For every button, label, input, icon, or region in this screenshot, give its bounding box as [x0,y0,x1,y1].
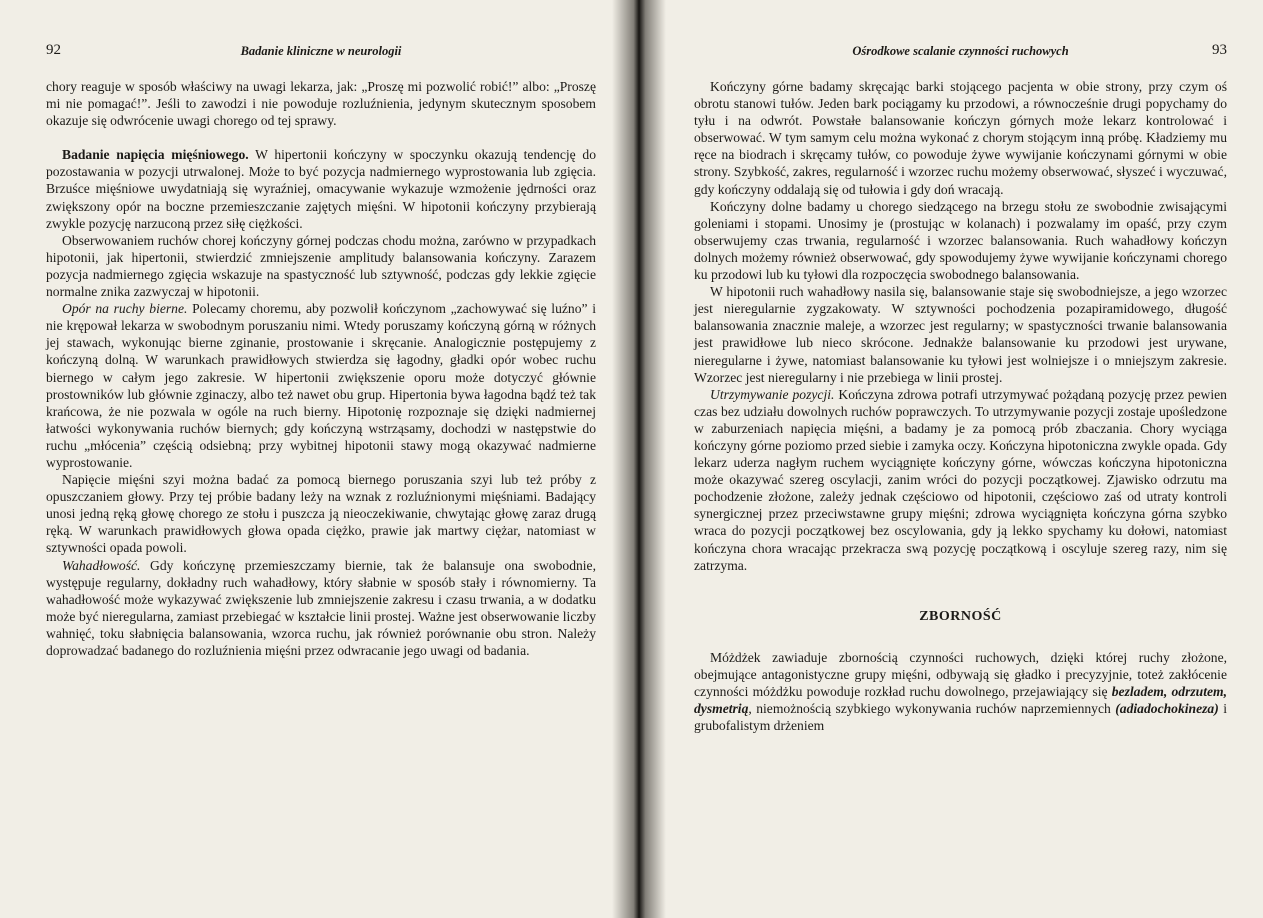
paragraph [46,146,596,231]
page-number: 92 [46,42,61,58]
paragraph: Napięcie mięśni szyi można badać za pomocą biernego poruszania szyi lub też próby z opuszczaniem głowy. Przy tej próbie badany leży na wznak z rozluźnionymi mięśniami. Badający unosi jedną ręką głowę chorego ze stołu i puszcza ją nieoczekiwanie, chwytając głowę zaraz drugą ręką. W warunkach prawidłowych głowa opada ciężko, prawie jak martwy ciężar, natomiast w sztywności opada powoli. [46,472,596,556]
body-text [46,78,596,659]
paragraph-text: i grubofalistym drżeniem [694,701,1227,734]
running-head [46,42,596,64]
paragraph-text: Gdy kończynę przemieszczamy biernie, tak że balansuje ona swobodnie, występuje regularny, dokładny ruch wahadłowy, który słabnie w sposób stały i równomierny. Ta wahadłowość może wykazywać zwiększenie lub zmniejszenie zakresu i czasu trwania, a w dodatku może być nieregularna, zamiast przebiegać w kształcie linii prostej. Ważne jest obserwowanie liczby wahnięć, toku słabnięcia balansowania, wzorca ruchu, jak również porównanie obu stron. Należy doprowadzać badanego do rozluźnienia mięśni przez odwracanie jego uwagi od badania. [46,557,596,658]
paragraph-text: W hipertonii kończyny w spoczynku okazują tendencję do pozostawania w pozycji utrwalonej. Może to być pozycja nadmiernego wyprostowania lub zgięcia. Brzuśce mięśniowe uwydatniają się wyraźniej, omacywanie wykazuje wzmożenie jędrności oraz zwiększony opór na boczne przemieszczanie zajętych mięśni. W hipotonii kończyny przybierają zwykle pozycję narzuconą przez siłę ciężkości. [46,147,596,231]
paragraph-text: Móżdżek zawiaduje zbornością czynności ruchowych, dzięki której ruchy złożone, obejmujące antagonistyczne grupy mięśni, odbywają się gładko i precyzyjnie, toteż zakłócenie czynności móżdżku powoduje rozkład ruchu dowolnego, przejawiający się [694,649,1227,699]
section-heading: ZBORNOŚĆ [919,608,1002,624]
right-page [632,0,1263,918]
page-number: 93 [1212,42,1227,58]
paragraph [46,300,596,471]
emphasized-term: (adiadochokineza) [1115,701,1219,717]
run-in-heading: Wahadłowość. [62,557,141,573]
body-text [694,78,1227,734]
paragraph: Kończyny górne badamy skręcając barki stojącego pacjenta w obie strony, przy czym oś obrotu stanowi tułów. Jeden bark pociągamy ku przodowi, a równocześnie drugi popychamy do tyłu i na odwrót. Powstałe balansowanie kończyn górnych może lekarz kontrolować i obserwować. W tym samym celu można wykonać z chorym stojącym inną próbę. Kładziemy mu ręce na biodrach i skręcamy tułów, co powoduje żywe wywijanie kończynami górnymi w obie strony. Szybkość, zakres, regularność i wzorzec ruchu możemy obserwować, słyszeć i wyczuwać, gdy kończyny oddalają się od tułowia i gdy doń wracają. [694,79,1227,197]
run-in-heading: Badanie napięcia mięśniowego. [62,147,249,163]
running-head [694,42,1227,64]
paragraph-text: Kończyna zdrowa potrafi utrzymywać pożądaną pozycję przez pewien czas bez udziału dowolnych ruchów poprawczych. To utrzymywanie pozycji zostaje upośledzone w zaburzeniach napięcia mięśni, a badamy je za pomocą prób zbaczania. Chory wyciąga kończyny górne poziomo przed siebie i zamyka oczy. Kończyna hipotoniczna zwykle opada. Gdy lekarz uderza nagłym ruchem wyciągnięte kończyny górne, wówczas kończyna hipotoniczna może okazywać szereg oscylacji, zanim wróci do pozycji początkowej. Zjawisko odrzutu ma pochodzenie złożone, zależy jednak częściowo od hipotonii, częściowo zaś od utraty kontroli synergicznej przez przeciwstawne grupy mięśni; zdrowa wyciągnięta kończyna górna szybko wraca do pozycji początkowej bez oscylowania, gdy ją lekko spychamy ku dołowi, natomiast kończyna chora wracając przekracza swą pozycję początkową i oscyluje szereg razy, nim się zatrzyma. [694,386,1227,573]
paragraph: chory reaguje w sposób właściwy na uwagi lekarza, jak: „Proszę mi pozwolić robić!” albo: „Proszę mi nie pomagać!”. Jeśli to zawodzi i nie powoduje rozluźnienia, jedynym skutecznym sposobem okazuje się odwrócenie uwagi chorego od tej sprawy. [46,79,596,129]
running-head-title: Ośrodkowe scalanie czynności ruchowych [852,44,1069,58]
paragraph: Obserwowaniem ruchów chorej kończyny górnej podczas chodu można, zarówno w przypadkach hipotonii, jak hipertonii, stwierdzić zmniejszenie amplitudy balansowania kończyny. Zarazem pozycja nadmiernego zgięcia wskazuje na spastyczność lub sztywność, podczas gdy lekkie zgięcie normalne znika zazwyczaj w hipotonii. [46,232,596,300]
run-in-heading: Utrzymywanie pozycji. [710,386,835,402]
paragraph [694,386,1227,574]
paragraph [694,649,1227,734]
paragraph [46,557,596,660]
emphasized-terms: bezladem, odrzutem, dysmetrią [694,684,1227,717]
run-in-heading: Opór na ruchy bierne. [62,301,188,317]
paragraph: W hipotonii ruch wahadłowy nasila się, balansowanie staje się swobodniejsze, a jego wzorzec jest nieregularnie zygzakowaty. W sztywności pochodzenia pozapiramidowego, długość balansowania znacznie maleje, a wzorzec jest regularny; w spastyczności trwanie balansowania jest prawidłowe lub nieco skrócone. Jednakże balansowanie ku przodowi jest urywane, nieregularne i żywe, natomiast balansowanie ku tyłowi jest wolniejsze i o mniejszym zakresie. Wzorzec jest nieregularny i nie przebiega w linii prostej. [694,284,1227,385]
book-gutter-shadow [612,0,666,918]
paragraph: Kończyny dolne badamy u chorego siedzącego na brzegu stołu ze swobodnie zwisającymi goleniami i stopami. Unosimy je (prostując w kolanach) i pozwalamy im opaść, przy czym obserwujemy czas trwania, regularność i wzorzec balansowania. Ruch wahadłowy kończyn dolnych możemy również obserwować, gdy spowodujemy żywe wywijanie kończynami chorego ku przodowi lub ku tyłowi dla rozpoczęcia swobodnego balansowania. [694,198,1227,283]
paragraph-text: Polecamy choremu, aby pozwolił kończynom „zachowywać się luźno” i nie krępował lekarza w swobodnym poruszaniu nimi. Wtedy poruszamy kończyną górną w różnych jej stawach, wykonując bierne zginanie, prostowanie i skręcanie. Analogicznie postępujemy z kończyną dolną. W warunkach prawidłowych stwierdza się łagodny, gładki opór wobec ruchu biernego w całym jego zakresie. W hipertonii zwiększenie oporu może dotyczyć głównie prostowników lub głównie zginaczy, albo też nawet obu grup. Hipertonia bywa łagodna bądź też tak krańcowa, że nie pozwala w ogóle na ruch bierny. Hipotonię rozpoznaje się dzięki nadmiernej łatwości wykonywania ruchów biernych; gdy kończyną wstrząsamy, dochodzi w następstwie do ruchu „młócenia” częścią odsiebną; przy wybitnej hipotonii stawy mogą okazywać nadmierne wyprostowanie. [46,301,596,470]
running-head-title: Badanie kliniczne w neurologii [240,44,402,58]
paragraph-text: , niemożnością szybkiego wykonywania ruchów naprzemiennych [748,701,1116,717]
